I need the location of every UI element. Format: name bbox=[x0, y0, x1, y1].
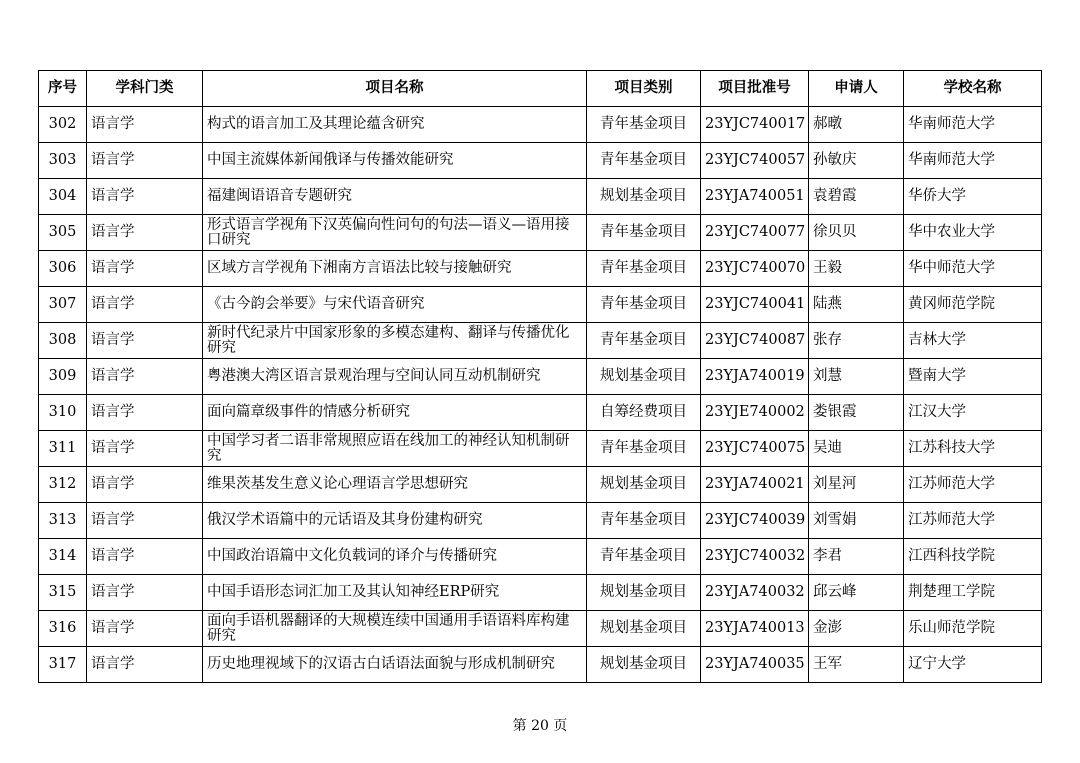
cell-applicant: 邱云峰 bbox=[809, 575, 904, 611]
cell-discipline: 语言学 bbox=[87, 431, 203, 467]
cell-project-type: 规划基金项目 bbox=[587, 359, 701, 395]
cell-applicant: 娄银霞 bbox=[809, 395, 904, 431]
table-row bbox=[39, 503, 1042, 539]
cell-project-name: 中国手语形态词汇加工及其认知神经ERP研究 bbox=[203, 575, 587, 611]
cell-discipline: 语言学 bbox=[87, 503, 203, 539]
cell-seq: 304 bbox=[39, 179, 87, 215]
cell-applicant: 王毅 bbox=[809, 251, 904, 287]
table-row bbox=[39, 359, 1042, 395]
table-row bbox=[39, 467, 1042, 503]
cell-discipline: 语言学 bbox=[87, 575, 203, 611]
cell-seq: 306 bbox=[39, 251, 87, 287]
cell-project-name: 构式的语言加工及其理论蕴含研究 bbox=[203, 107, 587, 143]
cell-school: 吉林大学 bbox=[904, 323, 1042, 359]
cell-project-type: 规划基金项目 bbox=[587, 575, 701, 611]
cell-project-name: 维果茨基发生意义论心理语言学思想研究 bbox=[203, 467, 587, 503]
cell-seq: 308 bbox=[39, 323, 87, 359]
header-applicant: 申请人 bbox=[809, 71, 904, 107]
cell-discipline: 语言学 bbox=[87, 251, 203, 287]
cell-approval-no: 23YJA740051 bbox=[701, 179, 809, 215]
cell-approval-no: 23YJC740077 bbox=[701, 215, 809, 251]
cell-applicant: 孙敏庆 bbox=[809, 143, 904, 179]
header-discipline: 学科门类 bbox=[87, 71, 203, 107]
cell-project-type: 青年基金项目 bbox=[587, 503, 701, 539]
header-seq: 序号 bbox=[39, 71, 87, 107]
cell-project-name: 中国政治语篇中文化负载词的译介与传播研究 bbox=[203, 539, 587, 575]
cell-project-type: 青年基金项目 bbox=[587, 143, 701, 179]
cell-school: 江苏师范大学 bbox=[904, 467, 1042, 503]
cell-discipline: 语言学 bbox=[87, 107, 203, 143]
cell-approval-no: 23YJA740019 bbox=[701, 359, 809, 395]
cell-school: 华中农业大学 bbox=[904, 215, 1042, 251]
cell-project-name: 中国主流媒体新闻俄译与传播效能研究 bbox=[203, 143, 587, 179]
cell-project-name: 《古今韵会举要》与宋代语音研究 bbox=[203, 287, 587, 323]
table-row bbox=[39, 287, 1042, 323]
cell-discipline: 语言学 bbox=[87, 215, 203, 251]
cell-discipline: 语言学 bbox=[87, 467, 203, 503]
header-school: 学校名称 bbox=[904, 71, 1042, 107]
cell-discipline: 语言学 bbox=[87, 287, 203, 323]
cell-seq: 303 bbox=[39, 143, 87, 179]
cell-project-name: 面向篇章级事件的情感分析研究 bbox=[203, 395, 587, 431]
cell-applicant: 郝暾 bbox=[809, 107, 904, 143]
table-header-row bbox=[39, 71, 1042, 107]
cell-applicant: 张存 bbox=[809, 323, 904, 359]
cell-applicant: 金澎 bbox=[809, 611, 904, 647]
cell-seq: 302 bbox=[39, 107, 87, 143]
cell-approval-no: 23YJA740032 bbox=[701, 575, 809, 611]
cell-school: 华中师范大学 bbox=[904, 251, 1042, 287]
cell-school: 江西科技学院 bbox=[904, 539, 1042, 575]
table-row bbox=[39, 611, 1042, 647]
cell-school: 暨南大学 bbox=[904, 359, 1042, 395]
cell-seq: 315 bbox=[39, 575, 87, 611]
cell-project-name: 形式语言学视角下汉英偏向性问句的句法—语义—语用接口研究 bbox=[203, 215, 587, 251]
cell-approval-no: 23YJE740002 bbox=[701, 395, 809, 431]
cell-school: 江苏科技大学 bbox=[904, 431, 1042, 467]
cell-school: 华南师范大学 bbox=[904, 107, 1042, 143]
cell-seq: 309 bbox=[39, 359, 87, 395]
cell-project-type: 规划基金项目 bbox=[587, 611, 701, 647]
cell-seq: 313 bbox=[39, 503, 87, 539]
cell-approval-no: 23YJC740070 bbox=[701, 251, 809, 287]
cell-project-type: 规划基金项目 bbox=[587, 179, 701, 215]
cell-seq: 311 bbox=[39, 431, 87, 467]
table-row bbox=[39, 647, 1042, 683]
table-row bbox=[39, 431, 1042, 467]
table-body bbox=[39, 107, 1042, 683]
table-row bbox=[39, 575, 1042, 611]
cell-seq: 305 bbox=[39, 215, 87, 251]
header-project-type: 项目类别 bbox=[587, 71, 701, 107]
cell-project-type: 规划基金项目 bbox=[587, 467, 701, 503]
cell-applicant: 徐贝贝 bbox=[809, 215, 904, 251]
cell-applicant: 刘雪娟 bbox=[809, 503, 904, 539]
cell-project-type: 规划基金项目 bbox=[587, 647, 701, 683]
cell-applicant: 袁碧霞 bbox=[809, 179, 904, 215]
table-row bbox=[39, 323, 1042, 359]
cell-discipline: 语言学 bbox=[87, 539, 203, 575]
table-row bbox=[39, 179, 1042, 215]
cell-project-type: 青年基金项目 bbox=[587, 323, 701, 359]
cell-discipline: 语言学 bbox=[87, 611, 203, 647]
cell-project-type: 青年基金项目 bbox=[587, 539, 701, 575]
cell-applicant: 李君 bbox=[809, 539, 904, 575]
cell-applicant: 陆燕 bbox=[809, 287, 904, 323]
cell-school: 辽宁大学 bbox=[904, 647, 1042, 683]
table-row bbox=[39, 215, 1042, 251]
cell-project-type: 自筹经费项目 bbox=[587, 395, 701, 431]
cell-discipline: 语言学 bbox=[87, 323, 203, 359]
cell-school: 江苏师范大学 bbox=[904, 503, 1042, 539]
cell-project-type: 青年基金项目 bbox=[587, 431, 701, 467]
cell-seq: 314 bbox=[39, 539, 87, 575]
cell-approval-no: 23YJC740039 bbox=[701, 503, 809, 539]
cell-project-name: 新时代纪录片中国家形象的多模态建构、翻译与传播优化研究 bbox=[203, 323, 587, 359]
cell-project-type: 青年基金项目 bbox=[587, 287, 701, 323]
cell-applicant: 刘星河 bbox=[809, 467, 904, 503]
project-table-container bbox=[38, 70, 1041, 683]
cell-project-name: 俄汉学术语篇中的元话语及其身份建构研究 bbox=[203, 503, 587, 539]
cell-project-name: 中国学习者二语非常规照应语在线加工的神经认知机制研究 bbox=[203, 431, 587, 467]
cell-project-name: 区域方言学视角下湘南方言语法比较与接触研究 bbox=[203, 251, 587, 287]
header-project-name: 项目名称 bbox=[203, 71, 587, 107]
cell-approval-no: 23YJC740087 bbox=[701, 323, 809, 359]
cell-approval-no: 23YJC740032 bbox=[701, 539, 809, 575]
cell-approval-no: 23YJA740013 bbox=[701, 611, 809, 647]
cell-approval-no: 23YJC740057 bbox=[701, 143, 809, 179]
cell-seq: 316 bbox=[39, 611, 87, 647]
table-row bbox=[39, 107, 1042, 143]
cell-school: 江汉大学 bbox=[904, 395, 1042, 431]
cell-school: 华南师范大学 bbox=[904, 143, 1042, 179]
cell-approval-no: 23YJA740035 bbox=[701, 647, 809, 683]
cell-applicant: 王军 bbox=[809, 647, 904, 683]
cell-discipline: 语言学 bbox=[87, 179, 203, 215]
cell-school: 黄冈师范学院 bbox=[904, 287, 1042, 323]
cell-seq: 307 bbox=[39, 287, 87, 323]
cell-project-name: 历史地理视域下的汉语古白话语法面貌与形成机制研究 bbox=[203, 647, 587, 683]
cell-approval-no: 23YJC740017 bbox=[701, 107, 809, 143]
cell-project-type: 青年基金项目 bbox=[587, 107, 701, 143]
cell-discipline: 语言学 bbox=[87, 143, 203, 179]
cell-project-name: 面向手语机器翻译的大规模连续中国通用手语语料库构建研究 bbox=[203, 611, 587, 647]
cell-applicant: 吴迪 bbox=[809, 431, 904, 467]
table-row bbox=[39, 251, 1042, 287]
cell-project-name: 粤港澳大湾区语言景观治理与空间认同互动机制研究 bbox=[203, 359, 587, 395]
cell-applicant: 刘慧 bbox=[809, 359, 904, 395]
cell-seq: 312 bbox=[39, 467, 87, 503]
cell-project-type: 青年基金项目 bbox=[587, 251, 701, 287]
cell-seq: 317 bbox=[39, 647, 87, 683]
cell-school: 乐山师范学院 bbox=[904, 611, 1042, 647]
cell-approval-no: 23YJC740041 bbox=[701, 287, 809, 323]
project-table bbox=[38, 70, 1042, 683]
header-approval-no: 项目批准号 bbox=[701, 71, 809, 107]
table-row bbox=[39, 143, 1042, 179]
table-row bbox=[39, 395, 1042, 431]
cell-school: 华侨大学 bbox=[904, 179, 1042, 215]
page-number: 第 20 页 bbox=[512, 718, 568, 734]
cell-discipline: 语言学 bbox=[87, 647, 203, 683]
cell-project-name: 福建闽语语音专题研究 bbox=[203, 179, 587, 215]
cell-discipline: 语言学 bbox=[87, 359, 203, 395]
cell-approval-no: 23YJA740021 bbox=[701, 467, 809, 503]
cell-discipline: 语言学 bbox=[87, 395, 203, 431]
cell-project-type: 青年基金项目 bbox=[587, 215, 701, 251]
cell-approval-no: 23YJC740075 bbox=[701, 431, 809, 467]
table-row bbox=[39, 539, 1042, 575]
cell-school: 荆楚理工学院 bbox=[904, 575, 1042, 611]
cell-seq: 310 bbox=[39, 395, 87, 431]
